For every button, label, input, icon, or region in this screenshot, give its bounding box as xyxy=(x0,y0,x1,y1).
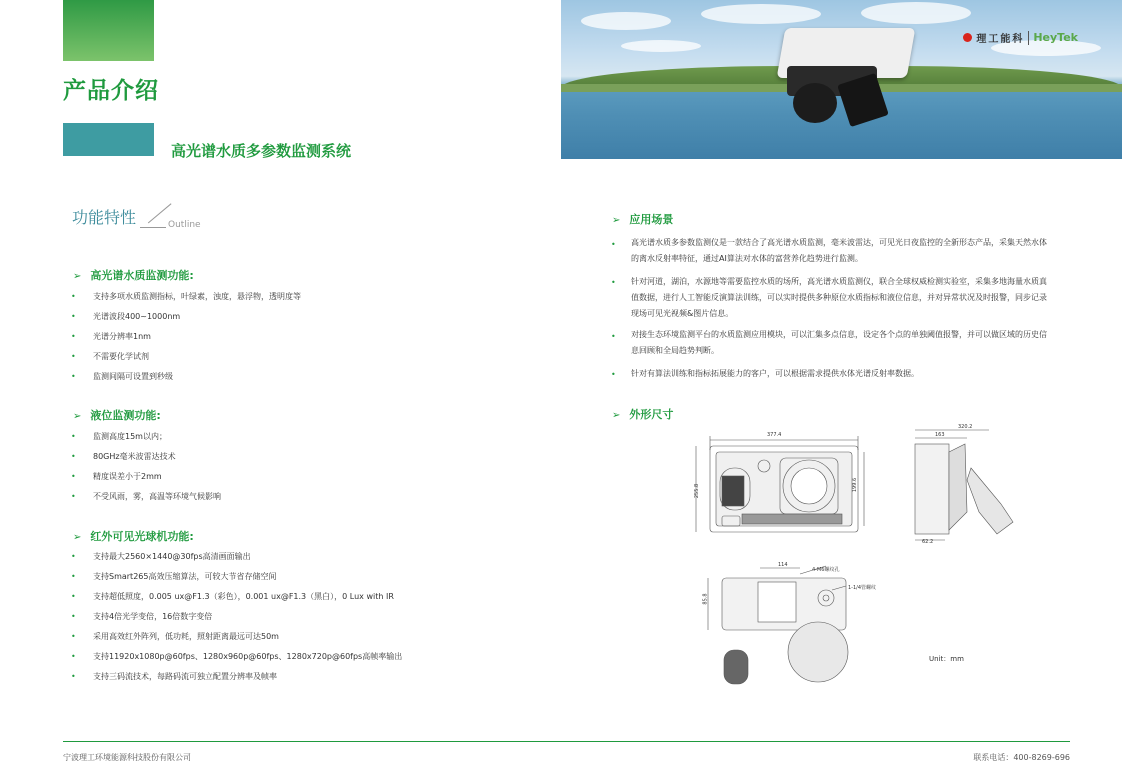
footer-phone: 联系电话：400-8269-696 xyxy=(973,753,1070,762)
arrow-icon: ➢ xyxy=(73,271,82,282)
list-item: 监测高度15m以内； xyxy=(93,432,167,441)
dimension-label: 163 xyxy=(935,432,945,438)
list-item: 支持超低照度，0.005 ux@F1.3（彩色），0.001 ux@F1.3（黑白），0 Lux with IR xyxy=(93,592,394,601)
list-item: 支持三码流技术，每路码流可独立配置分辨率及帧率 xyxy=(93,672,277,681)
list-item: 支持4倍光学变倍，16倍数字变倍 xyxy=(93,612,213,621)
product-device-image xyxy=(771,28,931,128)
dimension-label: 62.2 xyxy=(922,539,934,545)
product-subtitle: 高光谱水质多参数监测系统 xyxy=(171,142,352,160)
list-item: 监测间隔可设置到秒级 xyxy=(93,372,173,381)
dimension-label: 85.8 xyxy=(702,593,709,605)
logo-mark-icon xyxy=(963,33,972,42)
side-view-drawing xyxy=(905,422,1025,547)
dimension-note: 1-1/4管螺纹 xyxy=(848,585,877,591)
bottom-view-drawing xyxy=(696,560,856,690)
list-item: 支持最大2560×1440@30fps高清画面输出 xyxy=(93,552,251,561)
application-paragraph: 对接生态环境监测平台的水质监测应用模块，可以汇集多点信息，设定各个点的单独阈值报警，并可以做区域的历史信息回顾和全局趋势判断。 xyxy=(631,330,1047,355)
arrow-icon: ➢ xyxy=(612,410,621,421)
list-item: 支持多项水质监测指标，叶绿素，浊度，悬浮物，透明度等 xyxy=(93,292,301,301)
header-green-block xyxy=(63,0,154,61)
group-title-level: ➢ 液位监测功能: xyxy=(73,409,161,422)
list-item: 80GHz毫米波雷达技术 xyxy=(93,452,176,461)
group-title-hyperspectral: ➢ 高光谱水质监测功能: xyxy=(73,269,194,282)
dimension-label: 377.4 xyxy=(767,432,782,438)
applications-title: ➢ 应用场景 xyxy=(612,213,674,226)
list-item: 支持Smart265高效压缩算法，可较大节省存储空间 xyxy=(93,572,277,581)
list-item: 不受风雨，雾，高温等环境气候影响 xyxy=(93,492,221,501)
application-paragraph: 针对有算法训练和指标拓展能力的客户，可以根据需求提供水体光谱反射率数据。 xyxy=(631,369,919,378)
application-paragraph: 针对河道，湖泊，水源地等需要监控水质的场所，高光谱水质监测仪，联合全球权威检测实验室，采集多地海量水质真值数据，进行人工智能反演算法训练，可以实时提供多种原位水质指标和液位信息，并对异常状况及时报警，同步记录现场可见光视频&图片信息。 xyxy=(631,277,1047,318)
dimension-note: 4-M6螺纹孔 xyxy=(812,567,840,573)
dimension-label: 255.8 xyxy=(694,483,701,499)
arrow-icon: ➢ xyxy=(73,532,82,543)
arrow-icon: ➢ xyxy=(612,215,621,226)
group-title-camera: ➢ 红外可见光球机功能: xyxy=(73,530,194,543)
list-item: 光谱分辨率1nm xyxy=(93,332,151,341)
footer-company: 宁波理工环境能源科技股份有限公司 xyxy=(63,753,191,762)
list-item: 支持11920x1080p@60fps、1280x960p@60fps、1280x720p@60fps高帧率输出 xyxy=(93,652,403,661)
hero-product-photo xyxy=(561,0,1122,159)
application-paragraph: 高光谱水质多参数监测仪是一款结合了高光谱水质监测，毫米波雷达，可见光日夜监控的全新形态产品，采集天然水体的离水反射率特征，通过AI算法对水体的富营养化趋势进行监测。 xyxy=(631,238,1047,263)
footer-divider xyxy=(63,741,1070,742)
dimension-label: 114 xyxy=(778,562,788,568)
dimensions-title: ➢ 外形尺寸 xyxy=(612,408,674,421)
features-heading: 功能特性 Outline xyxy=(72,208,201,230)
arrow-icon: ➢ xyxy=(73,411,82,422)
list-item: 不需要化学试剂 xyxy=(93,352,149,361)
subtitle-teal-block xyxy=(63,123,154,156)
front-view-drawing xyxy=(686,428,866,538)
page-title: 产品介绍 xyxy=(63,78,159,104)
list-item: 精度误差小于2mm xyxy=(93,472,162,481)
list-item: 光谱波段400~1000nm xyxy=(93,312,181,321)
dimension-label: 199.6 xyxy=(852,477,859,493)
dimension-label: 320.2 xyxy=(958,424,973,430)
unit-label: Unit：mm xyxy=(929,655,964,663)
list-item: 采用高效红外阵列，低功耗，照射距离最远可达50m xyxy=(93,632,279,641)
brand-logo: 理工能科 HeyTek xyxy=(963,30,1078,45)
